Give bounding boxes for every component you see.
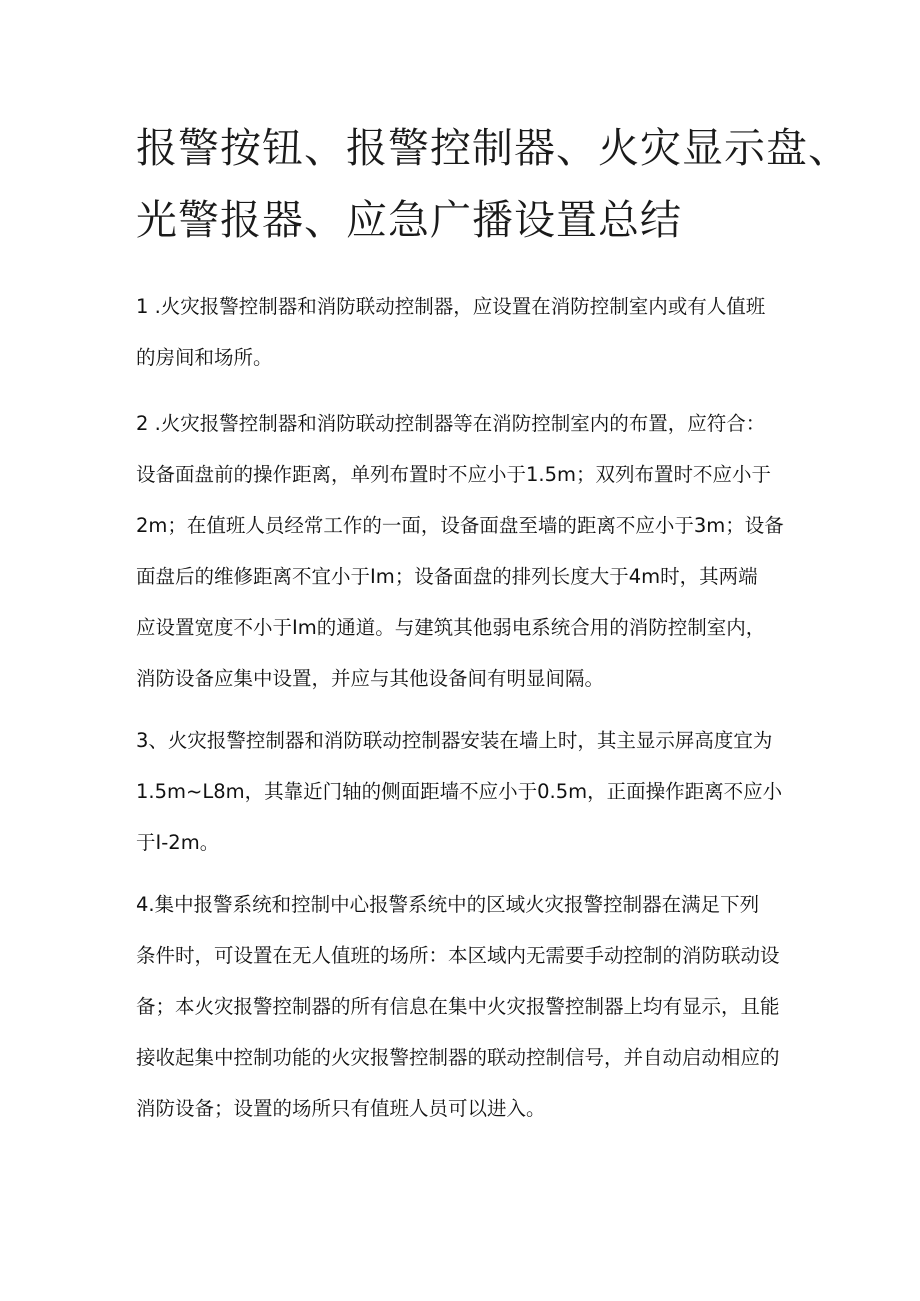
paragraph-line: 设备面盘前的操作距离，单列布置时不应小于1.5m；双列布置时不应小于: [136, 463, 772, 486]
paragraph-line: 1.5m~L8m，其靠近门轴的侧面距墙不应小于0.5m，正面操作距离不应小: [136, 780, 783, 803]
paragraph-line: 的房间和场所。: [136, 346, 273, 369]
paragraph-line: 备；本火灾报警控制器的所有信息在集中火灾报警控制器上均有显示，且能: [136, 995, 780, 1018]
paragraph-line: 于I-2m。: [136, 831, 220, 854]
document-title: [136, 112, 850, 256]
paragraph-1: [136, 281, 796, 383]
paragraph-line: 面盘后的维修距离不宜小于Im；设备面盘的排列长度大于4m时，其两端: [136, 565, 758, 588]
title-line-2: 光警报器、应急广播设置总结: [136, 196, 682, 244]
paragraph-line: 应设置宽度不小于Im的通道。与建筑其他弱电系统合用的消防控制室内，: [136, 616, 766, 639]
paragraph-line: 条件时，可设置在无人值班的场所：本区域内无需要手动控制的消防联动设: [136, 944, 780, 967]
paragraph-4: [136, 879, 796, 1134]
paragraph-line: 2m；在值班人员经常工作的一面，设备面盘至墙的距离不应小于3m；设备: [136, 514, 784, 537]
paragraph-line: 4.集中报警系统和控制中心报警系统中的区域火灾报警控制器在满足下列: [136, 893, 760, 916]
paragraph-line: 1 .火灾报警控制器和消防联动控制器，应设置在消防控制室内或有人值班: [136, 295, 766, 318]
paragraph-3: [136, 715, 796, 868]
paragraph-2: [136, 398, 796, 704]
paragraph-line: 3、火灾报警控制器和消防联动控制器安装在墙上时，其主显示屏高度宜为: [136, 729, 773, 752]
paragraph-line: 消防设备应集中设置，并应与其他设备间有明显间隔。: [136, 667, 605, 690]
title-line-1: 报警按钮、报警控制器、火灾显示盘、: [136, 124, 850, 172]
paragraph-line: 2 .火灾报警控制器和消防联动控制器等在消防控制室内的布置，应符合：: [136, 412, 766, 435]
paragraph-line: 接收起集中控制功能的火灾报警控制器的联动控制信号，并自动启动相应的: [136, 1046, 780, 1069]
paragraph-line: 消防设备；设置的场所只有值班人员可以进入。: [136, 1097, 546, 1120]
